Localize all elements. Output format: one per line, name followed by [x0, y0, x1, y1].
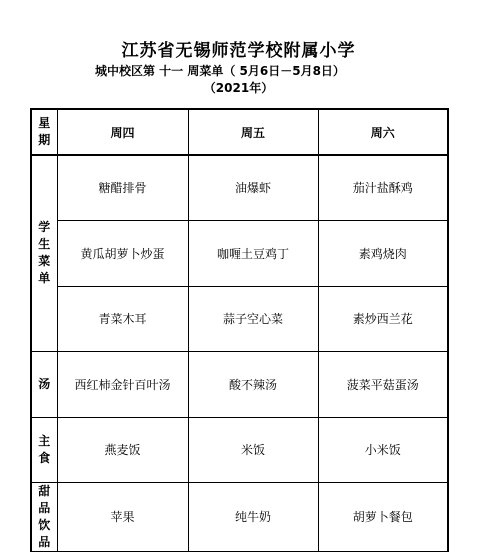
table-row — [31, 417, 448, 482]
menu-cell: 酸不辣汤 — [188, 351, 318, 417]
menu-cell: 燕麦饭 — [57, 417, 188, 482]
menu-cell: 胡萝卜餐包 — [318, 482, 448, 551]
table-row — [31, 482, 448, 551]
menu-cell: 菠菜平菇蛋汤 — [318, 351, 448, 417]
section-label-staple: 主 食 — [31, 417, 57, 482]
menu-cell: 黄瓜胡萝卜炒蛋 — [57, 220, 188, 286]
menu-cell: 青菜木耳 — [57, 286, 188, 351]
table-header-row — [31, 109, 448, 155]
menu-cell: 素鸡烧肉 — [318, 220, 448, 286]
weekday-corner-header: 星 期 — [31, 109, 57, 155]
menu-cell: 小米饭 — [318, 417, 448, 482]
menu-subtitle: 城中校区第 十一 周菜单（ 5月6日－5月8日） — [95, 64, 345, 78]
weekly-menu-table — [30, 108, 449, 552]
table-row — [31, 351, 448, 417]
page-title: 江苏省无锡师范学校附属小学 — [121, 41, 356, 61]
menu-cell: 咖喱土豆鸡丁 — [188, 220, 318, 286]
menu-cell: 茄汁盐酥鸡 — [318, 155, 448, 220]
menu-cell: 西红柿金针百叶汤 — [57, 351, 188, 417]
menu-cell: 苹果 — [57, 482, 188, 551]
day-header-thursday: 周四 — [57, 109, 188, 155]
menu-cell: 纯牛奶 — [188, 482, 318, 551]
section-label-student-menu: 学 生 菜 单 — [31, 155, 57, 351]
day-header-friday: 周五 — [188, 109, 318, 155]
menu-year: （2021年） — [203, 81, 274, 95]
menu-cell: 素炒西兰花 — [318, 286, 448, 351]
section-label-soup: 汤 — [31, 351, 57, 417]
menu-cell: 糖醋排骨 — [57, 155, 188, 220]
menu-cell: 油爆虾 — [188, 155, 318, 220]
day-header-saturday: 周六 — [318, 109, 448, 155]
menu-cell: 蒜子空心菜 — [188, 286, 318, 351]
section-label-dessert-drink: 甜 品 饮 品 — [31, 482, 57, 551]
table-row — [31, 155, 448, 220]
table-row — [31, 220, 448, 286]
menu-cell: 米饭 — [188, 417, 318, 482]
table-row — [31, 286, 448, 351]
